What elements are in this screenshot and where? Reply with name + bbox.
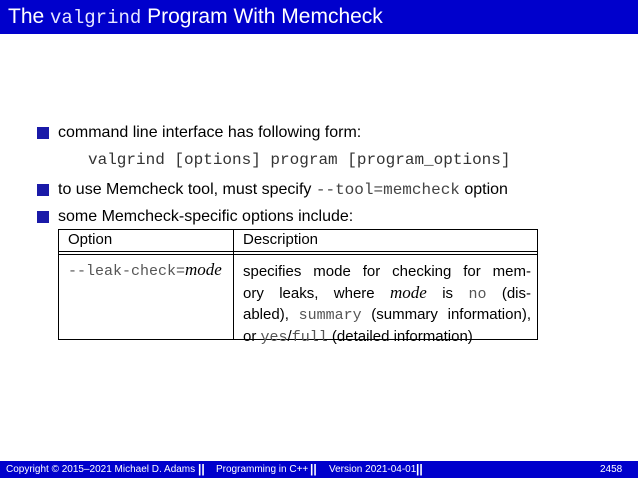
title-suffix: Program With Memcheck	[141, 5, 383, 28]
bullet-square-icon	[37, 127, 49, 139]
desc-text: abled),	[243, 306, 299, 323]
desc-line-1: specifies mode for checking for mem-	[243, 263, 531, 280]
bullet-item-2-suffix: option	[459, 181, 508, 198]
desc-line-3	[243, 305, 531, 327]
table-header-divider-2	[59, 254, 537, 255]
footer-course: Programming in C++	[216, 464, 309, 475]
bullet-item-2	[58, 180, 508, 200]
desc-text: is	[426, 284, 469, 302]
option-mode-var: mode	[185, 260, 222, 279]
footer-page-number: 2458	[600, 464, 623, 475]
desc-text: (detailed information)	[327, 327, 473, 345]
value-yes-code: yes	[260, 328, 288, 346]
table-cell-description	[243, 262, 531, 348]
table-column-divider	[233, 230, 234, 339]
desc-text: (summary information),	[361, 306, 531, 323]
value-summary-code: summary	[298, 307, 362, 324]
bullet-item-3: some Memcheck-specific options include:	[58, 208, 354, 225]
value-no-code: no	[468, 285, 487, 303]
desc-text: (dis-	[486, 284, 531, 302]
desc-line-2	[243, 283, 531, 306]
options-table	[58, 229, 538, 346]
bullet-item-2-text: to use Memcheck tool, must specify	[58, 181, 316, 198]
bullet-square-icon	[37, 184, 49, 196]
command-line-code: valgrind [options] program [program_options]	[88, 151, 511, 169]
footer-separator: ||	[416, 462, 423, 476]
bullet-item-1: command line interface has following form:	[58, 124, 362, 141]
bullet-square-icon	[37, 211, 49, 223]
title-prefix: The	[8, 5, 51, 28]
table-header-divider	[59, 251, 537, 252]
value-full-code: full	[291, 328, 328, 346]
table-header-description: Description	[243, 231, 319, 248]
footer-separator: ||	[198, 462, 205, 476]
desc-line-4	[243, 327, 531, 349]
table-cell-option	[68, 260, 222, 282]
footer-version: Version 2021-04-01	[329, 464, 417, 475]
leak-check-option-code: --leak-check=	[68, 263, 186, 280]
desc-mode-var: mode	[390, 282, 427, 302]
desc-text: /	[287, 327, 292, 345]
title-program-code: valgrind	[50, 7, 142, 29]
table-header-option: Option	[68, 231, 113, 248]
footer-copyright: Copyright © 2015–2021 Michael D. Adams	[6, 464, 196, 475]
desc-text: ory leaks, where	[243, 284, 391, 302]
desc-text: or	[243, 327, 261, 345]
tool-option-code: --tool=memcheck	[315, 181, 460, 199]
footer-separator: ||	[310, 462, 317, 476]
slide-title	[0, 0, 638, 34]
slide-footer	[0, 461, 638, 478]
